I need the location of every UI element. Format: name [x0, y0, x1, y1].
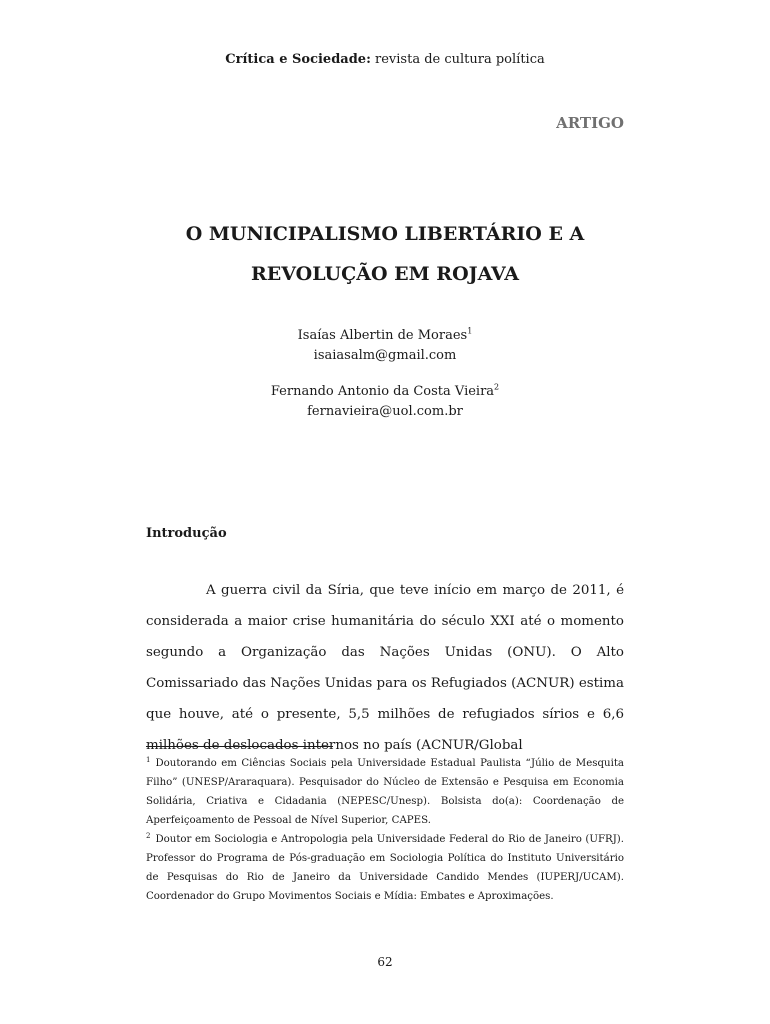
- author-1: [0, 326, 770, 366]
- footnote-text: Doutorando em Ciências Sociais pela Universidade Estadual Paulista “Júlio de Mesquita Filho” (UNESP/Araraquara). Pesquisador do Núcleo de Extensão e Pesquisa em Economia Solidária, Criativa e Cidadania (NEPESC/Unesp). Bolsista do(a): Coordenação de Aperfeiçoamento de Pessoal de Nível Superior, CAPES.: [146, 758, 624, 826]
- footnote-mark: 2: [146, 831, 151, 840]
- article-title: [100, 214, 670, 294]
- author-email[interactable]: isaiasalm@gmail.com: [313, 348, 457, 363]
- author-name: Fernando Antonio da Costa Vieira: [270, 384, 495, 399]
- author-email[interactable]: fernavieira@uol.com.br: [307, 404, 463, 419]
- body-paragraph: A guerra civil da Síria, que teve início em março de 2011, é considerada a maior crise humanitária do século XXI até o momento segundo a Organização das Nações Unidas (ONU). O Alto Comissariado das Nações Unidas para os Refugiados (ACNUR) estima que houve, até o presente, 5,5 milhões de refugiados sírios e 6,6 milhões de deslocados internos no país (ACNUR/Global: [146, 583, 624, 753]
- title-line-1: O MUNICIPALISMO LIBERTÁRIO E A: [185, 223, 585, 245]
- footnote-ref[interactable]: 1: [467, 326, 473, 336]
- journal-name: Crítica e Sociedade:: [225, 52, 371, 67]
- author-list: [0, 326, 770, 438]
- footnote-mark: 1: [146, 755, 151, 764]
- author-name: Isaías Albertin de Moraes: [297, 328, 468, 343]
- footnote-text: Doutor em Sociologia e Antropologia pela Universidade Federal do Rio de Janeiro (UFRJ). Professor do Programa de Pós-graduação em Sociologia Política do Instituto Universitário de Pesquisas do Rio de Janeiro da Universidade Candido Mendes (IUPERJ/UCAM). Coordenador do Grupo Movimentos Sociais e Mídia: Embates e Aproximações.: [146, 834, 624, 902]
- footnote-1: [146, 754, 624, 830]
- footnote-2: [146, 830, 624, 906]
- journal-subtitle: revista de cultura política: [375, 52, 545, 67]
- footnotes: [146, 754, 624, 906]
- running-header: [0, 52, 770, 67]
- section-tag: ARTIGO: [556, 114, 624, 132]
- footnote-divider: [146, 746, 333, 747]
- section-heading-introduction: Introdução: [146, 526, 227, 541]
- footnote-ref[interactable]: 2: [494, 382, 500, 392]
- title-line-2: REVOLUÇÃO EM ROJAVA: [251, 263, 519, 285]
- author-2: [0, 382, 770, 422]
- page-number: 62: [377, 955, 393, 969]
